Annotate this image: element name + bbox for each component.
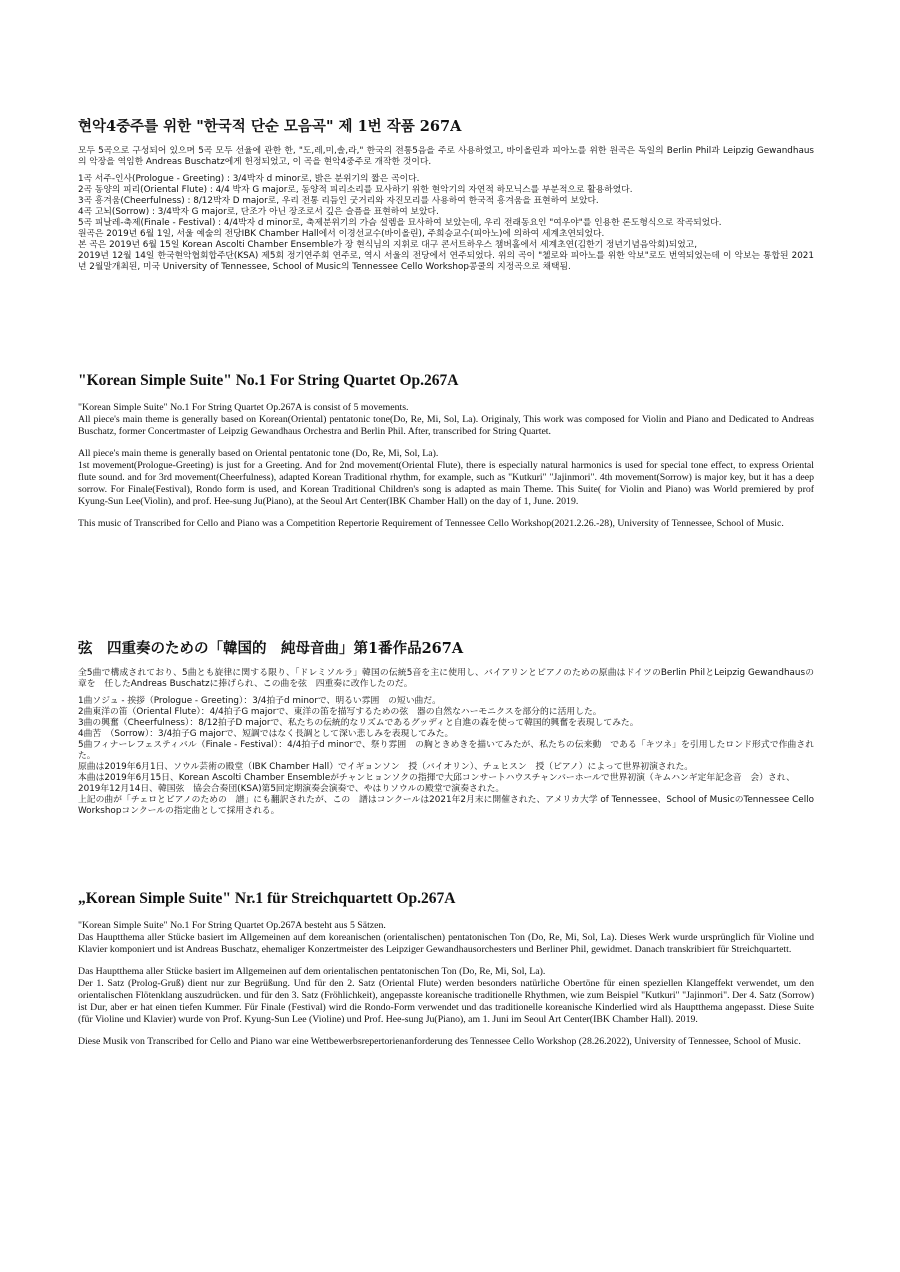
german-title: „Korean Simple Suite" Nr.1 für Streichquartett Op.267A	[78, 890, 456, 907]
japanese-movement-3: 3曲の興奮（Cheerfulness）：8/12拍子D majorで、私たちの伝統的なリズムであるグッディと自進の森を使って韓国的興奮を表現してみた。	[78, 718, 639, 728]
german-p1-line-2: Das Hauptthema aller Stücke basiert im Allgemeinen auf dem koreanischen (orientalischen) pentatonischen Ton (Do, Re, Mi, Sol, La). Dieses Werk wurde ursprünglich für Violine und Klavier komponiert und ist Andreas Buschatz, ehemaliger Konzertmeister des Leipziger Gewandhausorchesters und Berliner Phil, gewidmet. Danach transkribiert für Streichquartett.	[78, 931, 814, 955]
japanese-premiere-3: 2019年12月14日、韓国弦 協会合奏団(KSA)第5回定期演奏会演奏で、やはりソウルの殿堂で演奏された。	[78, 784, 505, 794]
korean-movement-3: 3곡 흥겨움(Cheerfulness) : 8/12박자 D major로, 우리 전통 리듬인 굿거리와 자진모리를 사용하여 한국적 흥겨움을 표현하여 보았다.	[78, 196, 599, 206]
japanese-section	[78, 640, 823, 890]
japanese-premiere-1: 原曲は2019年6月1日、ソウル芸術の殿堂（IBK Chamber Hall）でイギョンソン 授（バイオリン）、チュヒスン 授（ピアノ）によって世界初演された。	[78, 762, 694, 772]
english-p3: This music of Transcribed for Cello and Piano was a Competition Repertorie Requirement of Tennessee Cello Workshop(2021.2.26.-28), University of Tennessee, School of Music.	[78, 518, 784, 530]
korean-movement-2: 2곡 동양의 피리(Oriental Flute) : 4/4 박자 G major로, 동양적 피리소리를 묘사하기 위한 현악기의 자연적 하모닉스를 부분적으로 활용하였다.	[78, 185, 633, 195]
korean-premiere-3: 2019년 12월 14일 한국현악협회합주단(KSA) 제5회 정기연주회 연주로, 역시 서울의 전당에서 연주되었다. 위의 곡이 "첼로와 피아노를 위한 악보"로도 번역되었는데 이 악보는 통합된 2021년 2월말개최된, 미국 University of Tennessee, School of Music의 Tennessee Cello Workshop콩쿨의 지정곡으로 채택됨.	[78, 251, 814, 272]
japanese-movement-2: 2曲東洋の笛（Oriental Flute）：4/4拍子G majorで、東洋の笛を描写するための弦 器の自然なハーモニクスを部分的に活用した。	[78, 707, 602, 717]
english-p2-line-2: 1st movement(Prologue-Greeting) is just for a Greeting. And for 2nd movement(Oriental Flute), there is especially natural harmonics is used for special tone effect, to express Oriental flute sound. and for 3rd movement(Cheerfulness), adapted Korean Traditional rhythm, for example, such as "Kutkuri" "Jajinmori". 4th movement(Sorrow) is major key, but it has a deep sorrow. For Finale(Festival), Rondo form is used, and Korean Traditional Children's song is adapted as main Theme. This Suite( for Violin and Piano) was World premiered by prof Kyung-Sun Lee(Violin), and prof. Hee-sung Ju(Piano), at the Seoul Art Center(IBK Chamber Hall) on the day of 1, June. 2019.	[78, 460, 814, 507]
english-title: "Korean Simple Suite" No.1 For String Quartet Op.267A	[78, 372, 459, 389]
korean-section	[78, 118, 814, 372]
japanese-premiere-2: 本曲は2019年6月15日、Korean Ascolti Chamber Ensembleがチャンヒョンソクの指揮で大邱コンサートハウスチャンバーホールで世界初演（キムハンギ定年記念音 会）され、	[78, 773, 795, 783]
korean-premiere-2: 본 곡은 2019년 6월 15일 Korean Ascolti Chamber Ensemble가 장 현식님의 지휘로 대구 콘서트하우스 챔버홀에서 세계초연(김한기 정년기념음악회)되었고,	[78, 240, 698, 250]
german-section	[78, 890, 814, 1130]
japanese-intro: 全5曲で構成されており、5曲とも旋律に関する限り、「ドレミソルラ」韓国の伝統5音を主に使用し、バイアリンとピアノのための原曲はドイツのBerlin PhilとLeipzig Gewandhausの 章を 任したAndreas Buschatzに捧げられ、この曲を弦 四重奏に改作したのだ。	[78, 668, 823, 689]
german-p3: Diese Musik von Transcribed for Cello and Piano war eine Wettbewerbsrepertorienanforderung des Tennessee Cello Workshop (28.26.2022), University of Tennessee, School of Music.	[78, 1036, 801, 1048]
german-p1-line-1: "Korean Simple Suite" No.1 For String Quartet Op.267A besteht aus 5 Sätzen.	[78, 920, 386, 931]
korean-movement-5: 5곡 피날레-축제(Finale - Festival) : 4/4박자 d minor로, 축제분위기의 가슴 설렘을 묘사하여 보았는데, 우리 전래동요인 "여우야"를 인용한 론도형식으로 작곡되었다.	[78, 218, 722, 228]
japanese-title: 弦 四重奏のための「韓国的 純母音曲」第1番作品267A	[78, 640, 464, 657]
korean-movement-4: 4곡 고뇌(Sorrow) : 3/4박자 G major로, 단조가 아닌 장조로서 깊은 슬픔을 표현하여 보았다.	[78, 207, 439, 217]
japanese-premiere-4: 上記の曲が「チェロとピアノのための 譜」にも翻訳されたが、この 譜はコンクールは2021年2月末に開催された、アメリカ大学 of Tennessee、School of MusicのTennessee Cello Workshopコンクールの指定曲として採用される。	[78, 795, 814, 816]
korean-title: 현악4중주를 위한 "한국적 단순 모음곡" 제 1번 작품 267A	[78, 118, 462, 135]
german-p2-line-2: Der 1. Satz (Prolog-Gruß) dient nur zur Begrüßung. Und für den 2. Satz (Oriental Flute) werden besonders natürliche Obertöne für einen speziellen Klangeffekt verwendet, um den orientalischen Flötenklang auszudrücken. und für den 3. Satz (Fröhlichkeit), angepasste koreanische traditionelle Rhythmen, wie zum Beispiel "Kutkuri" "Jajinmori". Der 4. Satz (Sorrow) ist Dur, aber er hat einen tiefen Kummer. Für Finale (Festival) wird die Rondo-Form verwendet und das traditionelle koreanische Kinderlied wird als Hauptthema angepasst. Diese Suite (für Violine und Klavier) wurde von Prof. Kyung-Sun Lee (Violine) und Prof. Hee-sung Ju(Piano), am 1. Juni im Seoul Art Center(IBK Chamber Hall). 2019.	[78, 978, 814, 1025]
korean-movement-1: 1곡 서주-인사(Prologue - Greeting) : 3/4박자 d minor로, 밝은 분위기의 짧은 곡이다.	[78, 174, 420, 184]
english-section	[78, 372, 814, 640]
korean-premiere-1: 원곡은 2019년 6월 1일, 서울 예술의 전당IBK Chamber Hall에서 이경선교수(바이올린), 주희승교수(피아노)에 의하여 세계초연되었다.	[78, 229, 605, 239]
english-p1-line-1: "Korean Simple Suite" No.1 For String Quartet Op.267A is consist of 5 movements.	[78, 402, 409, 413]
japanese-movement-1: 1曲ソジュ - 挨拶（Prologue - Greeting）：3/4拍子d minorで、明るい雰囲 の短い曲だ。	[78, 696, 441, 706]
german-p2-line-1: Das Hauptthema aller Stücke basiert im Allgemeinen auf dem orientalischen pentatonischen Ton (Do, Re, Mi, Sol, La).	[78, 966, 546, 978]
english-p2-line-1: All piece's main theme is generally based on Oriental pentatonic tone (Do, Re, Mi, Sol, La).	[78, 448, 439, 460]
japanese-movement-4: 4曲苦 （Sorrow）：3/4拍子G majorで、短調ではなく長調として深い悲しみを表現してみた。	[78, 729, 454, 739]
english-p1-line-2: All piece's main theme is generally based on Korean(Oriental) pentatonic tone(Do, Re, Mi, Sol, La). Originaly, This work was composed for Violin and Piano and Dedicated to Andreas Buschatz, former Concertmaster of Leipzig Gewandhaus Orchestra and Berlin Phil. After, transcribed for String Quartet.	[78, 413, 814, 437]
japanese-movement-5: 5曲フィナーレフェスティバル（Finale - Festival）：4/4拍子d minorで、祭り雰囲 の胸ときめきを描いてみたが、私たちの伝来動 である「キツネ」を引用したロンド形式で作曲された。	[78, 740, 814, 761]
korean-intro: 모두 5곡으로 구성되어 있으며 5곡 모두 선율에 관한 한, "도,레,미,솔,라," 한국의 전통5음을 주로 사용하였고, 바이올린과 피아노를 위한 원곡은 독일의 Berlin Phil과 Leipzig Gewandhaus의 악장을 역임한 Andreas Buschatz에게 헌정되었고, 이 곡을 현악4중주로 개작한 것이다.	[78, 146, 814, 167]
